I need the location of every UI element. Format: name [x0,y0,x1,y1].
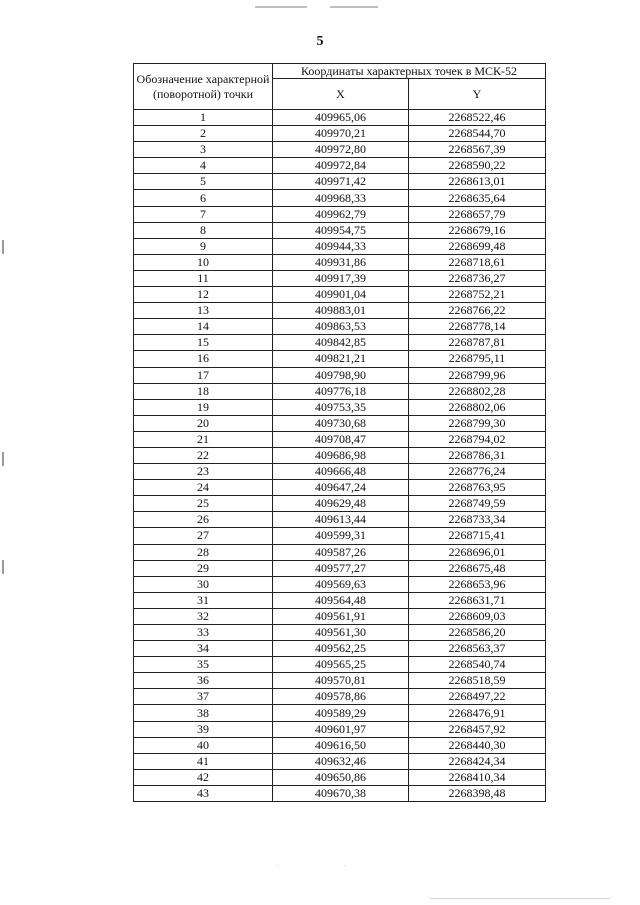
point-number-cell: 39 [134,721,273,737]
y-coordinate-cell: 2268696,01 [409,544,546,560]
x-coordinate-cell: 409670,38 [273,785,409,801]
y-coordinate-cell: 2268799,96 [409,367,546,383]
x-coordinate-cell: 409629,48 [273,496,409,512]
x-coordinate-cell: 409863,53 [273,319,409,335]
point-number-cell: 6 [134,190,273,206]
y-coordinate-cell: 2268736,27 [409,270,546,286]
point-number-cell: 42 [134,769,273,785]
table-row [134,576,546,592]
table-row [134,222,546,238]
x-coordinate-cell: 409901,04 [273,287,409,303]
x-coordinate-cell: 409587,26 [273,544,409,560]
y-coordinate-cell: 2268631,71 [409,592,546,608]
x-coordinate-cell: 409931,86 [273,254,409,270]
x-coordinate-cell: 409944,33 [273,238,409,254]
table-row [134,641,546,657]
point-number-cell: 41 [134,753,273,769]
point-number-cell: 18 [134,383,273,399]
y-coordinate-cell: 2268778,14 [409,319,546,335]
point-number-cell: 37 [134,689,273,705]
point-number-cell: 31 [134,592,273,608]
x-coordinate-cell: 409562,25 [273,641,409,657]
x-coordinate-cell: 409730,68 [273,415,409,431]
point-number-cell: 14 [134,319,273,335]
coordinates-group-header: Координаты характерных точек в МСК-52 [273,64,546,79]
y-coordinate-cell: 2268540,74 [409,657,546,673]
x-coordinate-cell: 409965,06 [273,110,409,126]
point-number-cell: 10 [134,254,273,270]
x-coordinate-cell: 409972,84 [273,158,409,174]
x-coordinate-cell: 409970,21 [273,126,409,142]
scan-speck: · [344,862,347,870]
point-number-cell: 9 [134,238,273,254]
table-row [134,592,546,608]
y-coordinate-cell: 2268609,03 [409,608,546,624]
scan-edge-mark [2,560,4,574]
table-row [134,705,546,721]
point-number-cell: 36 [134,673,273,689]
y-coordinate-cell: 2268476,91 [409,705,546,721]
table-row [134,415,546,431]
y-coordinate-cell: 2268440,30 [409,737,546,753]
y-coordinate-cell: 2268776,24 [409,464,546,480]
table-row [134,673,546,689]
point-number-cell: 29 [134,560,273,576]
x-coordinate-cell: 409613,44 [273,512,409,528]
y-coordinate-cell: 2268802,28 [409,383,546,399]
y-coordinate-cell: 2268635,64 [409,190,546,206]
point-number-cell: 23 [134,464,273,480]
y-coordinate-cell: 2268653,96 [409,576,546,592]
x-coordinate-cell: 409708,47 [273,431,409,447]
table-row [134,190,546,206]
x-coordinate-cell: 409917,39 [273,270,409,286]
x-coordinate-cell: 409972,80 [273,142,409,158]
table-row [134,335,546,351]
point-number-cell: 40 [134,737,273,753]
table-row [134,608,546,624]
point-number-cell: 7 [134,206,273,222]
y-coordinate-cell: 2268715,41 [409,528,546,544]
scan-edge-mark [2,240,4,254]
y-coordinate-cell: 2268749,59 [409,496,546,512]
y-coordinate-cell: 2268786,31 [409,447,546,463]
table-row [134,689,546,705]
coordinates-table [133,63,546,802]
table-row [134,110,546,126]
y-coordinate-cell: 2268802,06 [409,399,546,415]
x-coordinate-cell: 409565,25 [273,657,409,673]
y-coordinate-cell: 2268518,59 [409,673,546,689]
y-coordinate-cell: 2268563,37 [409,641,546,657]
y-coordinate-cell: 2268586,20 [409,625,546,641]
table-row [134,206,546,222]
x-coordinate-cell: 409821,21 [273,351,409,367]
y-coordinate-cell: 2268457,92 [409,721,546,737]
page-number: 5 [316,34,324,49]
point-number-cell: 3 [134,142,273,158]
point-number-cell: 19 [134,399,273,415]
table-row [134,270,546,286]
y-coordinate-cell: 2268752,21 [409,287,546,303]
y-coordinate-cell: 2268763,95 [409,480,546,496]
y-coordinate-cell: 2268794,02 [409,431,546,447]
point-number-cell: 16 [134,351,273,367]
x-coordinate-cell: 409650,86 [273,769,409,785]
point-number-cell: 24 [134,480,273,496]
table-row [134,737,546,753]
scan-artifact-bottom [430,898,610,899]
y-coordinate-cell: 2268398,48 [409,785,546,801]
y-coordinate-cell: 2268410,34 [409,769,546,785]
point-number-cell: 33 [134,625,273,641]
point-number-cell: 17 [134,367,273,383]
table-row [134,303,546,319]
x-coordinate-cell: 409561,30 [273,625,409,641]
coordinates-table-body [134,110,546,802]
scan-artifact-top-right [330,6,378,8]
y-coordinate-cell: 2268718,61 [409,254,546,270]
y-coordinate-cell: 2268799,30 [409,415,546,431]
x-coordinate-cell: 409601,97 [273,721,409,737]
point-number-cell: 8 [134,222,273,238]
x-column-header: X [273,79,409,110]
x-coordinate-cell: 409753,35 [273,399,409,415]
x-coordinate-cell: 409954,75 [273,222,409,238]
x-coordinate-cell: 409564,48 [273,592,409,608]
x-coordinate-cell: 409570,81 [273,673,409,689]
point-number-cell: 13 [134,303,273,319]
table-row [134,383,546,399]
table-row [134,126,546,142]
table-row [134,496,546,512]
point-designation-header: Обозначение характерной (поворотной) точки [134,64,273,110]
point-number-cell: 34 [134,641,273,657]
table-row [134,447,546,463]
table-row [134,142,546,158]
point-number-cell: 1 [134,110,273,126]
table-row [134,367,546,383]
table-row [134,625,546,641]
y-coordinate-cell: 2268590,22 [409,158,546,174]
y-coordinate-cell: 2268613,01 [409,174,546,190]
point-number-cell: 21 [134,431,273,447]
table-row [134,254,546,270]
point-number-cell: 43 [134,785,273,801]
point-number-cell: 20 [134,415,273,431]
table-row [134,174,546,190]
scan-speck: · [276,862,279,870]
point-number-cell: 11 [134,270,273,286]
table-row [134,657,546,673]
y-coordinate-cell: 2268657,79 [409,206,546,222]
scan-artifact-top-left [255,6,307,8]
table-row [134,512,546,528]
x-coordinate-cell: 409971,42 [273,174,409,190]
table-row [134,399,546,415]
table-row [134,785,546,801]
point-number-cell: 15 [134,335,273,351]
x-coordinate-cell: 409686,98 [273,447,409,463]
x-coordinate-cell: 409842,85 [273,335,409,351]
point-number-cell: 32 [134,608,273,624]
point-number-cell: 35 [134,657,273,673]
y-coordinate-cell: 2268699,48 [409,238,546,254]
x-coordinate-cell: 409647,24 [273,480,409,496]
coordinates-table-container [133,63,545,802]
x-coordinate-cell: 409616,50 [273,737,409,753]
y-column-header: Y [409,79,546,110]
table-row [134,351,546,367]
table-row [134,769,546,785]
point-number-cell: 30 [134,576,273,592]
point-number-cell: 27 [134,528,273,544]
x-coordinate-cell: 409578,86 [273,689,409,705]
y-coordinate-cell: 2268795,11 [409,351,546,367]
point-number-cell: 22 [134,447,273,463]
table-row [134,431,546,447]
table-row [134,464,546,480]
point-number-cell: 4 [134,158,273,174]
table-row [134,287,546,303]
x-coordinate-cell: 409599,31 [273,528,409,544]
point-number-cell: 25 [134,496,273,512]
y-coordinate-cell: 2268424,34 [409,753,546,769]
table-row [134,560,546,576]
table-row [134,753,546,769]
y-coordinate-cell: 2268544,70 [409,126,546,142]
y-coordinate-cell: 2268522,46 [409,110,546,126]
y-coordinate-cell: 2268567,39 [409,142,546,158]
point-number-cell: 28 [134,544,273,560]
x-coordinate-cell: 409883,01 [273,303,409,319]
table-row [134,528,546,544]
x-coordinate-cell: 409666,48 [273,464,409,480]
point-number-cell: 38 [134,705,273,721]
table-row [134,721,546,737]
y-coordinate-cell: 2268675,48 [409,560,546,576]
table-row [134,480,546,496]
y-coordinate-cell: 2268679,16 [409,222,546,238]
table-row [134,238,546,254]
point-number-cell: 5 [134,174,273,190]
x-coordinate-cell: 409561,91 [273,608,409,624]
y-coordinate-cell: 2268787,81 [409,335,546,351]
y-coordinate-cell: 2268497,22 [409,689,546,705]
table-row [134,158,546,174]
x-coordinate-cell: 409776,18 [273,383,409,399]
table-row [134,544,546,560]
y-coordinate-cell: 2268733,34 [409,512,546,528]
x-coordinate-cell: 409798,90 [273,367,409,383]
x-coordinate-cell: 409589,29 [273,705,409,721]
point-number-cell: 26 [134,512,273,528]
table-row [134,319,546,335]
y-coordinate-cell: 2268766,22 [409,303,546,319]
point-number-cell: 2 [134,126,273,142]
point-number-cell: 12 [134,287,273,303]
x-coordinate-cell: 409569,63 [273,576,409,592]
x-coordinate-cell: 409577,27 [273,560,409,576]
scan-edge-mark [2,452,4,466]
x-coordinate-cell: 409632,46 [273,753,409,769]
x-coordinate-cell: 409962,79 [273,206,409,222]
x-coordinate-cell: 409968,33 [273,190,409,206]
